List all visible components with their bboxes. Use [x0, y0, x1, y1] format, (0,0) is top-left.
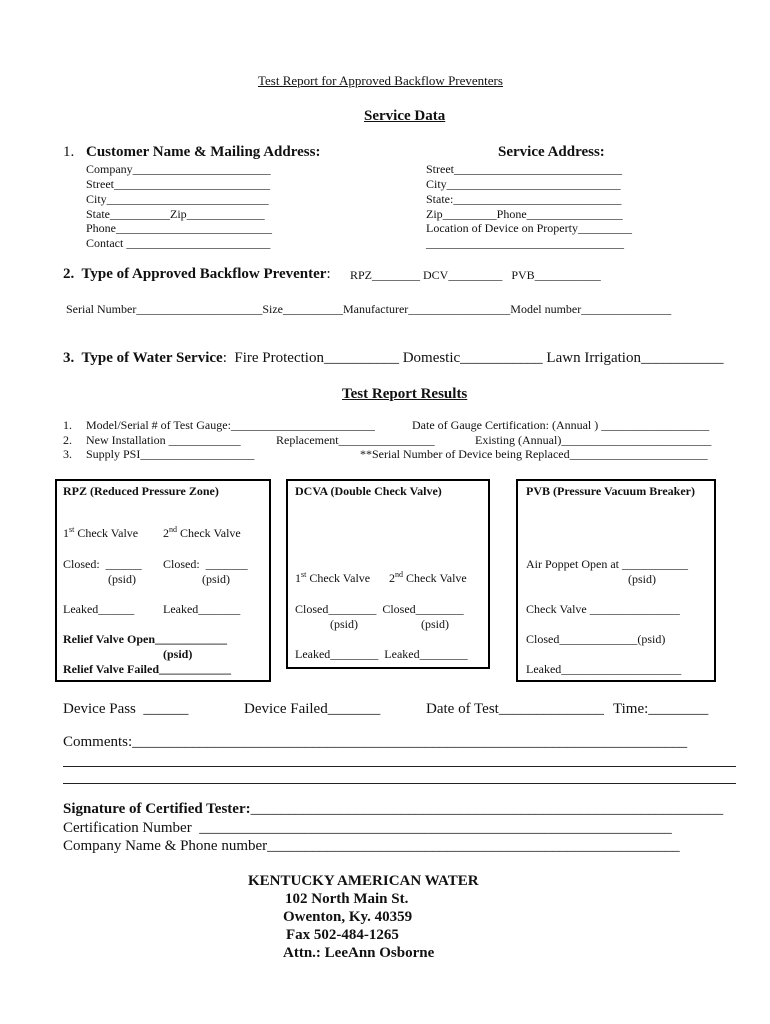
dcva-check1-sup: st [301, 570, 307, 579]
rpz-check2-sup: nd [169, 525, 177, 534]
customer-section-number: 1. [63, 144, 75, 160]
pvb-closed-field[interactable]: Closed_____________(psid) [526, 632, 666, 646]
rpz-psid-1: (psid) [108, 572, 136, 586]
dcva-psid-1: (psid) [330, 617, 358, 631]
signature-label: Signature of Certified Tester: [63, 801, 251, 817]
time-field[interactable]: Time:________ [613, 701, 709, 717]
customer-contact-field[interactable]: Contact ________________________ [86, 236, 271, 250]
service-city-field[interactable]: City_____________________________ [426, 177, 621, 191]
existing-annual-field[interactable]: Existing (Annual)_________________________ [475, 433, 712, 447]
rpz-psid-2: (psid) [202, 572, 230, 586]
pvb-leaked-field[interactable]: Leaked____________________ [526, 662, 682, 676]
results-item-number: 1. [63, 418, 72, 432]
preventer-type-colon: : [326, 266, 331, 282]
customer-state-zip-field[interactable]: State__________Zip_____________ [86, 207, 265, 221]
date-of-test-field[interactable]: Date of Test______________ [426, 701, 604, 717]
results-heading: Test Report Results [342, 386, 468, 402]
comments-line-3[interactable] [63, 783, 736, 784]
rpz-check-valve-2-label [163, 526, 241, 541]
relief-valve-failed-field[interactable]: Relief Valve Failed____________ [63, 662, 231, 676]
results-item-number: 2. [63, 433, 72, 447]
gauge-certification-date-field[interactable]: Date of Gauge Certification: (Annual ) __________________ [412, 418, 710, 432]
rpz-check1-sup: st [69, 525, 75, 534]
device-pass-field[interactable]: Device Pass ______ [63, 701, 189, 717]
company-name-phone-field[interactable]: Company Name & Phone number_______________________________________________________ [63, 838, 680, 854]
serial-size-manufacturer-model-line[interactable]: Serial Number_____________________Size__________Manufacturer_________________Model number_______________ [66, 302, 672, 316]
rpz-closed-1-field[interactable]: Closed: ______ [63, 557, 142, 571]
dcva-check1-num: 1 [295, 571, 301, 585]
rpz-check1-num: 1 [63, 526, 69, 540]
customer-heading: Customer Name & Mailing Address: [86, 144, 321, 160]
rpz-check-valve-1-label [63, 526, 138, 541]
test-gauge-field[interactable]: Model/Serial # of Test Gauge:________________________ [86, 418, 375, 432]
signature-row [63, 801, 723, 818]
service-state-field[interactable]: State:____________________________ [426, 192, 622, 206]
water-service-row [63, 350, 723, 367]
dcva-closed-fields[interactable]: Closed________ Closed________ [295, 602, 464, 616]
relief-valve-psid: (psid) [163, 647, 193, 661]
dcva-check1-text: Check Valve [306, 571, 371, 585]
preventer-type-label: 2. Type of Approved Backflow Preventer [63, 266, 327, 282]
dcva-check2-sup: nd [395, 570, 403, 579]
rpz-leaked-1-field[interactable]: Leaked______ [63, 602, 135, 616]
rpz-leaked-2-field[interactable]: Leaked_______ [163, 602, 241, 616]
new-installation-field[interactable]: New Installation ____________ [86, 433, 241, 447]
replaced-serial-field[interactable]: **Serial Number of Device being Replaced_______________________ [360, 447, 708, 461]
dcva-check-valve-1-label [295, 571, 370, 586]
service-data-heading: Service Data [364, 108, 446, 124]
device-location-extra-field[interactable]: _________________________________ [426, 236, 624, 250]
org-city: Owenton, Ky. 40359 [283, 909, 413, 925]
dcva-title: DCVA (Double Check Valve) [295, 484, 442, 498]
pvb-psid: (psid) [628, 572, 656, 586]
service-address-heading-text: Service Address: [498, 144, 605, 160]
dcva-psid-2: (psid) [421, 617, 449, 631]
preventer-type-options[interactable]: RPZ________ DCV_________ PVB___________ [350, 268, 601, 282]
relief-valve-open-field[interactable]: Relief Valve Open____________ [63, 632, 227, 646]
supply-psi-field[interactable]: Supply PSI___________________ [86, 447, 255, 461]
org-attn: Attn.: LeeAnn Osborne [283, 945, 435, 961]
pvb-check-valve-field[interactable]: Check Valve _______________ [526, 602, 680, 616]
signature-field[interactable]: _______________________________________________________________ [250, 801, 724, 817]
org-street: 102 North Main St. [285, 891, 409, 907]
water-service-label: 3. Type of Water Service [63, 350, 223, 366]
dcva-leaked-fields[interactable]: Leaked________ Leaked________ [295, 647, 468, 661]
dcva-check-valve-2-label [389, 571, 467, 586]
rpz-title: RPZ (Reduced Pressure Zone) [63, 484, 219, 498]
replacement-field[interactable]: Replacement________________ [276, 433, 435, 447]
pvb-title: PVB (Pressure Vacuum Breaker) [526, 484, 695, 498]
rpz-closed-2-field[interactable]: Closed: _______ [163, 557, 248, 571]
org-fax: Fax 502-484-1265 [286, 927, 399, 943]
pvb-box [516, 479, 716, 682]
rpz-check2-num: 2 [163, 526, 169, 540]
customer-phone-field[interactable]: Phone__________________________ [86, 221, 272, 235]
page-title: Test Report for Approved Backflow Preventers [258, 73, 503, 88]
dcva-check2-text: Check Valve [403, 571, 467, 585]
dcva-check2-num: 2 [389, 571, 395, 585]
device-location-field[interactable]: Location of Device on Property_________ [426, 221, 632, 235]
preventer-type-row [63, 266, 331, 283]
comments-field[interactable]: Comments:__________________________________________________________________________ [63, 734, 688, 750]
customer-street-field[interactable]: Street__________________________ [86, 177, 270, 191]
service-street-field[interactable]: Street____________________________ [426, 162, 622, 176]
air-poppet-open-field[interactable]: Air Poppet Open at ___________ [526, 557, 688, 571]
results-item-number: 3. [63, 447, 72, 461]
certification-number-field[interactable]: Certification Number _______________________________________________________________ [63, 820, 672, 836]
water-service-options[interactable]: : Fire Protection__________ Domestic___________ Lawn Irrigation___________ [222, 350, 724, 366]
rpz-check2-text: Check Valve [177, 526, 241, 540]
company-field[interactable]: Company_______________________ [86, 162, 271, 176]
comments-line-2[interactable] [63, 766, 736, 767]
customer-city-field[interactable]: City___________________________ [86, 192, 269, 206]
rpz-check1-text: Check Valve [74, 526, 139, 540]
org-name: KENTUCKY AMERICAN WATER [248, 873, 479, 889]
service-address-heading [498, 144, 605, 161]
device-failed-field[interactable]: Device Failed_______ [244, 701, 381, 717]
service-zip-phone-field[interactable]: Zip_________Phone________________ [426, 207, 623, 221]
